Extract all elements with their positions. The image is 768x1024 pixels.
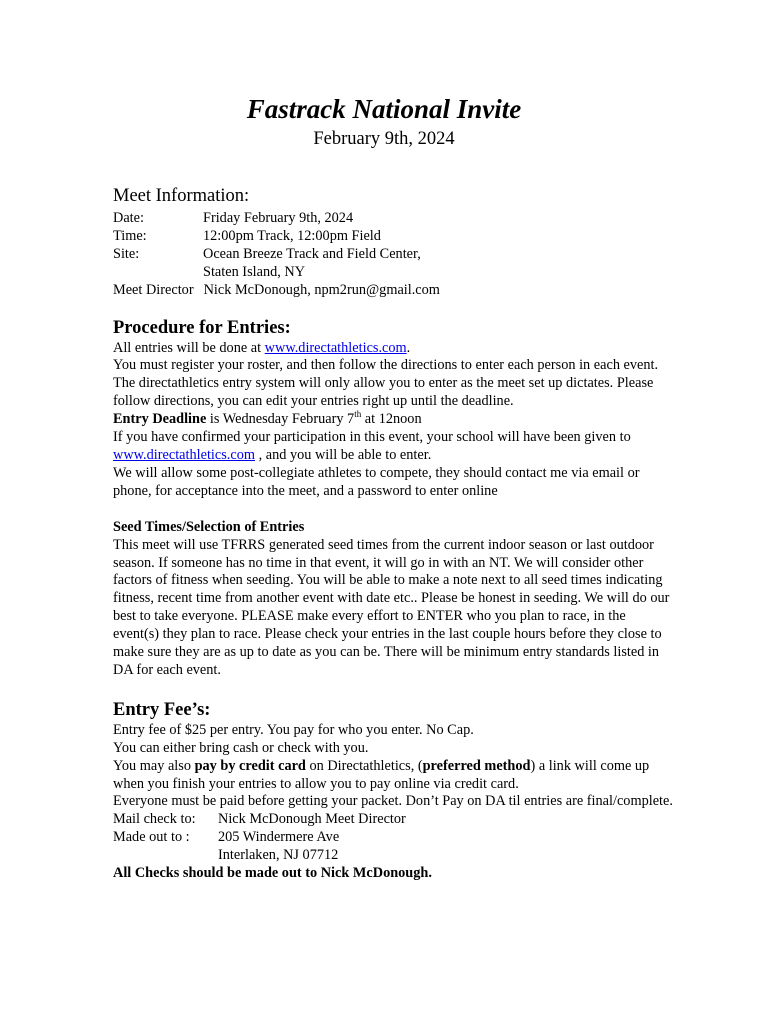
directathletics-link-2[interactable]: www.directathletics.com xyxy=(113,446,255,463)
credit-card-mid: on Directathletics, ( xyxy=(305,757,423,774)
time-label: Time: xyxy=(113,227,147,244)
time-value: 12:00pm Track, 12:00pm Field xyxy=(203,227,381,244)
entries-site-line xyxy=(113,340,673,358)
date-row xyxy=(113,210,673,228)
confirmed-participation-end: , and you will be able to enter. xyxy=(255,446,432,463)
directathletics-link[interactable]: www.directathletics.com xyxy=(264,339,407,356)
date-value: Friday February 9th, 2024 xyxy=(203,210,354,226)
confirmed-participation-paragraph xyxy=(113,429,673,465)
meet-information-heading: Meet Information: xyxy=(113,186,250,206)
preferred-method-bold: preferred method xyxy=(422,757,531,774)
procedure-section xyxy=(113,316,673,501)
entry-deadline-label: Entry Deadline xyxy=(113,411,207,428)
procedure-heading: Procedure for Entries: xyxy=(113,317,291,338)
site-row xyxy=(113,246,673,282)
mailing-address-line2: Interlaken, NJ 07712 xyxy=(218,847,339,864)
event-date: February 9th, 2024 xyxy=(313,129,455,149)
meet-director-label: Meet Director xyxy=(113,281,194,298)
seed-times-heading: Seed Times/Selection of Entries xyxy=(113,518,305,535)
checks-payable-note xyxy=(113,865,673,883)
entry-deadline-line xyxy=(113,411,673,429)
time-row xyxy=(113,228,673,246)
seed-times-section xyxy=(113,519,673,680)
entry-deadline-suffix: th xyxy=(354,409,362,420)
mail-check-row xyxy=(113,811,673,829)
cash-or-check-line: You can either bring cash or check with you. xyxy=(113,739,369,756)
mailing-address-line1: 205 Windermere Ave xyxy=(218,829,340,846)
credit-card-bold: pay by credit card xyxy=(194,757,306,774)
entry-fees-section xyxy=(113,698,673,883)
made-out-label: Made out to : xyxy=(113,829,190,846)
entry-deadline-date: is Wednesday February 7 xyxy=(206,411,355,428)
page-title: Fastrack National Invite xyxy=(246,94,522,124)
credit-card-end: ) a link will come up when you finish your entries to allow you to pay online via credit card. xyxy=(113,757,650,792)
mail-check-label: Mail check to: xyxy=(113,811,196,828)
register-roster-paragraph: You must register your roster, and then follow the directions to enter each person in each event. The directathletics entry system will only allow you to enter as the meet set up dictates. Please follow directions, you can edit your entries right up until the deadline. xyxy=(113,357,659,410)
post-collegiate-paragraph: We will allow some post-collegiate athletes to compete, they should contact me via email or phone, for acceptance into the meet, and a password to enter online xyxy=(113,464,640,499)
site-label: Site: xyxy=(113,245,140,262)
confirmed-participation-text: If you have confirmed your participation in this event, your school will have been given to xyxy=(113,429,631,446)
date-label: Date: xyxy=(113,210,144,226)
mailing-address xyxy=(218,829,339,865)
mail-check-value: Nick McDonough Meet Director xyxy=(218,811,406,828)
meet-information-section xyxy=(113,184,673,300)
document-body xyxy=(113,184,673,883)
site-address-line2: Staten Island, NY xyxy=(203,263,306,280)
entry-fees-heading: Entry Fee’s: xyxy=(113,699,211,720)
site-address-line1: Ocean Breeze Track and Field Center, xyxy=(203,245,421,262)
payment-deadline-line: Everyone must be paid before getting your packet. Don’t Pay on DA til entries are final/complete. xyxy=(113,793,673,810)
entries-site-text: All entries will be done at xyxy=(113,339,265,356)
seed-times-paragraph: This meet will use TFRRS generated seed times from the current indoor season or last outdoor season. If someone has no time in that event, it will go in with an NT. We will consider other factors of fitness when seeding. You will be able to make a note next to all seed times indicating fitness, recent time from another event with date etc.. Please be honest in seeding. We will do our best to take everyone. PLEASE make every effort to ENTER who you plan to race, in the event(s) they plan to race. Please check your entries in the last couple hours before they close to make sure they are as up to date as you can be. There will be minimum entry standards listed in DA for each event. xyxy=(113,536,670,678)
entries-site-period: . xyxy=(406,339,411,356)
checks-payable-bold: All Checks should be made out to Nick McDonough. xyxy=(113,865,432,882)
entry-fee-line: Entry fee of $25 per entry. You pay for who you enter. No Cap. xyxy=(113,721,474,738)
made-out-row xyxy=(113,829,673,865)
site-address xyxy=(203,246,421,282)
meet-director-row xyxy=(113,282,673,300)
credit-card-paragraph xyxy=(113,758,673,794)
credit-card-intro: You may also xyxy=(113,757,195,774)
meet-director-value: Nick McDonough, npm2run@gmail.com xyxy=(203,281,440,298)
entry-deadline-time: at 12noon xyxy=(361,411,422,428)
